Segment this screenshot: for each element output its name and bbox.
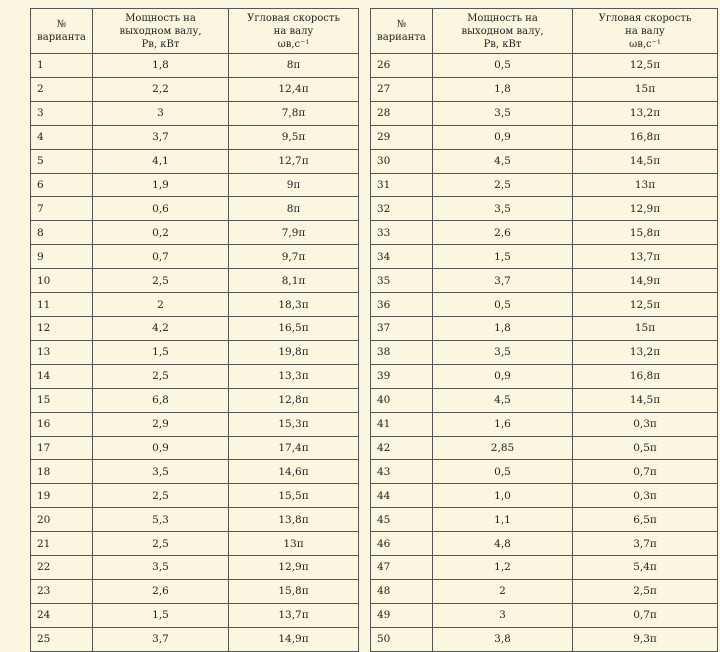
angular-speed-cell: 13,7π [229, 603, 359, 627]
variant-number-cell: 23 [31, 579, 93, 603]
power-cell: 1,1 [433, 508, 573, 532]
variant-number-cell: 47 [371, 556, 433, 580]
variant-number-cell: 40 [371, 388, 433, 412]
table-row [371, 627, 718, 651]
angular-speed-cell: 12,5π [573, 54, 718, 78]
power-cell: 5,3 [93, 508, 229, 532]
variants-table-right [370, 8, 718, 652]
header-row [371, 9, 718, 54]
power-cell: 3,5 [433, 197, 573, 221]
angular-speed-header: Угловая скорость на валу ωв,с⁻¹ [229, 9, 359, 54]
table-row [31, 603, 359, 627]
variant-number-cell: 19 [31, 484, 93, 508]
variant-number-cell: 6 [31, 173, 93, 197]
variant-number-cell: 32 [371, 197, 433, 221]
table-row [31, 54, 359, 78]
table-row [371, 245, 718, 269]
table-row [371, 556, 718, 580]
angular-speed-cell: 14,6π [229, 460, 359, 484]
angular-speed-cell: 12,9π [229, 556, 359, 580]
power-cell: 2 [93, 293, 229, 317]
angular-speed-cell: 12,8π [229, 388, 359, 412]
angular-speed-cell: 13,8π [229, 508, 359, 532]
variant-number-cell: 5 [31, 149, 93, 173]
angular-speed-cell: 18,3π [229, 293, 359, 317]
table-row [31, 77, 359, 101]
table-row [371, 508, 718, 532]
angular-speed-cell: 14,9π [573, 269, 718, 293]
variant-number-cell: 3 [31, 101, 93, 125]
power-cell: 3,5 [93, 460, 229, 484]
angular-speed-header: Угловая скорость на валу ωв,с⁻¹ [573, 9, 718, 54]
table-row [371, 221, 718, 245]
angular-speed-cell: 8,1π [229, 269, 359, 293]
variant-number-cell: 11 [31, 293, 93, 317]
power-cell: 0,9 [433, 364, 573, 388]
power-cell: 3,7 [93, 125, 229, 149]
variant-number-cell: 4 [31, 125, 93, 149]
angular-speed-cell: 8π [229, 197, 359, 221]
variant-number-cell: 38 [371, 340, 433, 364]
angular-speed-cell: 0,3π [573, 484, 718, 508]
variant-number-cell: 12 [31, 316, 93, 340]
power-cell: 2,2 [93, 77, 229, 101]
variant-number-header: № варианта [371, 9, 433, 54]
variant-number-cell: 15 [31, 388, 93, 412]
power-cell: 0,5 [433, 460, 573, 484]
table-row [31, 245, 359, 269]
power-cell: 0,6 [93, 197, 229, 221]
power-cell: 3,5 [433, 101, 573, 125]
power-cell: 2,6 [433, 221, 573, 245]
variant-number-cell: 50 [371, 627, 433, 651]
variant-number-cell: 17 [31, 436, 93, 460]
power-cell: 1,5 [93, 340, 229, 364]
variant-number-cell: 1 [31, 54, 93, 78]
power-cell: 2,5 [433, 173, 573, 197]
angular-speed-cell: 5,4π [573, 556, 718, 580]
power-cell: 4,5 [433, 388, 573, 412]
variant-number-cell: 22 [31, 556, 93, 580]
table-row [31, 484, 359, 508]
angular-speed-cell: 13,2π [573, 340, 718, 364]
table-row [31, 197, 359, 221]
angular-speed-cell: 14,5π [573, 388, 718, 412]
variant-number-cell: 9 [31, 245, 93, 269]
power-cell: 2 [433, 579, 573, 603]
angular-speed-cell: 15π [573, 77, 718, 101]
variant-number-cell: 45 [371, 508, 433, 532]
power-cell: 3 [433, 603, 573, 627]
power-cell: 2,85 [433, 436, 573, 460]
table-row [31, 388, 359, 412]
table-row [31, 412, 359, 436]
table-row [31, 508, 359, 532]
power-cell: 3,5 [433, 340, 573, 364]
power-cell: 2,5 [93, 484, 229, 508]
table-row [371, 579, 718, 603]
table-row [371, 364, 718, 388]
table-row [371, 388, 718, 412]
power-cell: 1,0 [433, 484, 573, 508]
power-cell: 2,9 [93, 412, 229, 436]
variant-number-cell: 41 [371, 412, 433, 436]
table-row [31, 293, 359, 317]
angular-speed-cell: 6,5π [573, 508, 718, 532]
power-cell: 3,5 [93, 556, 229, 580]
angular-speed-cell: 0,7π [573, 603, 718, 627]
angular-speed-cell: 12,9π [573, 197, 718, 221]
power-cell: 1,6 [433, 412, 573, 436]
angular-speed-cell: 12,5π [573, 293, 718, 317]
angular-speed-cell: 7,8π [229, 101, 359, 125]
variant-number-cell: 10 [31, 269, 93, 293]
angular-speed-cell: 14,5π [573, 149, 718, 173]
table-row [371, 54, 718, 78]
angular-speed-cell: 12,4π [229, 77, 359, 101]
table-row [371, 149, 718, 173]
angular-speed-cell: 7,9π [229, 221, 359, 245]
angular-speed-cell: 16,8π [573, 125, 718, 149]
variant-number-cell: 29 [371, 125, 433, 149]
angular-speed-cell: 13π [573, 173, 718, 197]
variant-number-cell: 31 [371, 173, 433, 197]
angular-speed-cell: 16,8π [573, 364, 718, 388]
variant-number-cell: 43 [371, 460, 433, 484]
power-cell: 4,8 [433, 532, 573, 556]
angular-speed-cell: 9,7π [229, 245, 359, 269]
table-row [371, 293, 718, 317]
variant-number-cell: 48 [371, 579, 433, 603]
variant-number-cell: 36 [371, 293, 433, 317]
table-row [31, 221, 359, 245]
variant-number-cell: 46 [371, 532, 433, 556]
table-row [371, 269, 718, 293]
variant-number-cell: 16 [31, 412, 93, 436]
table-row [31, 532, 359, 556]
power-cell: 3,8 [433, 627, 573, 651]
angular-speed-cell: 16,5π [229, 316, 359, 340]
power-cell: 2,6 [93, 579, 229, 603]
table-row [371, 197, 718, 221]
power-cell: 2,5 [93, 364, 229, 388]
angular-speed-cell: 15,8π [229, 579, 359, 603]
variant-number-cell: 33 [371, 221, 433, 245]
power-cell: 4,5 [433, 149, 573, 173]
variant-number-cell: 30 [371, 149, 433, 173]
variant-number-cell: 26 [371, 54, 433, 78]
angular-speed-cell: 15,8π [573, 221, 718, 245]
power-cell: 2,5 [93, 269, 229, 293]
variant-number-cell: 7 [31, 197, 93, 221]
power-cell: 6,8 [93, 388, 229, 412]
angular-speed-cell: 0,7π [573, 460, 718, 484]
power-cell: 0,9 [93, 436, 229, 460]
variant-number-cell: 28 [371, 101, 433, 125]
variants-table-left [30, 8, 359, 652]
header-row [31, 9, 359, 54]
power-cell: 0,5 [433, 293, 573, 317]
power-cell: 3 [93, 101, 229, 125]
angular-speed-cell: 3,7π [573, 532, 718, 556]
angular-speed-cell: 8π [229, 54, 359, 78]
table-row [371, 173, 718, 197]
variant-number-cell: 34 [371, 245, 433, 269]
table-row [31, 173, 359, 197]
variant-number-cell: 20 [31, 508, 93, 532]
power-cell: 1,5 [93, 603, 229, 627]
table-row [31, 627, 359, 651]
table-row [371, 77, 718, 101]
table-row [31, 125, 359, 149]
power-cell: 1,9 [93, 173, 229, 197]
variant-number-cell: 37 [371, 316, 433, 340]
power-cell: 1,8 [433, 316, 573, 340]
power-cell: 3,7 [433, 269, 573, 293]
angular-speed-cell: 19,8π [229, 340, 359, 364]
variant-number-cell: 42 [371, 436, 433, 460]
angular-speed-cell: 15,5π [229, 484, 359, 508]
power-cell: 1,2 [433, 556, 573, 580]
power-cell: 1,8 [93, 54, 229, 78]
table-row [371, 436, 718, 460]
table-row [371, 340, 718, 364]
angular-speed-cell: 15,3π [229, 412, 359, 436]
power-cell: 2,5 [93, 532, 229, 556]
angular-speed-cell: 9,5π [229, 125, 359, 149]
power-cell: 0,9 [433, 125, 573, 149]
angular-speed-cell: 12,7π [229, 149, 359, 173]
variant-number-cell: 39 [371, 364, 433, 388]
table-row [31, 149, 359, 173]
table-row [371, 484, 718, 508]
angular-speed-cell: 9,3π [573, 627, 718, 651]
table-row [31, 101, 359, 125]
table-row [31, 436, 359, 460]
variant-number-cell: 27 [371, 77, 433, 101]
table-row [371, 412, 718, 436]
table-row [31, 340, 359, 364]
variant-number-cell: 2 [31, 77, 93, 101]
variant-number-cell: 18 [31, 460, 93, 484]
table-row [31, 579, 359, 603]
variant-number-cell: 44 [371, 484, 433, 508]
table-row [371, 125, 718, 149]
power-header: Мощность на выходном валу, Pв, кВт [433, 9, 573, 54]
power-cell: 0,2 [93, 221, 229, 245]
variant-number-cell: 21 [31, 532, 93, 556]
power-header: Мощность на выходном валу, Pв, кВт [93, 9, 229, 54]
angular-speed-cell: 13π [229, 532, 359, 556]
power-cell: 3,7 [93, 627, 229, 651]
power-cell: 0,5 [433, 54, 573, 78]
variant-number-cell: 49 [371, 603, 433, 627]
variant-number-cell: 14 [31, 364, 93, 388]
table-row [31, 364, 359, 388]
table-row [371, 460, 718, 484]
power-cell: 1,8 [433, 77, 573, 101]
power-cell: 0,7 [93, 245, 229, 269]
power-cell: 4,1 [93, 149, 229, 173]
table-row [31, 556, 359, 580]
variant-number-header: № варианта [31, 9, 93, 54]
angular-speed-cell: 14,9π [229, 627, 359, 651]
table-row [371, 101, 718, 125]
table-row [31, 460, 359, 484]
angular-speed-cell: 13,3π [229, 364, 359, 388]
variant-number-cell: 25 [31, 627, 93, 651]
table-row [371, 603, 718, 627]
table-row [371, 316, 718, 340]
variant-number-cell: 35 [371, 269, 433, 293]
table-row [31, 269, 359, 293]
angular-speed-cell: 0,3π [573, 412, 718, 436]
angular-speed-cell: 13,2π [573, 101, 718, 125]
angular-speed-cell: 0,5π [573, 436, 718, 460]
power-cell: 4,2 [93, 316, 229, 340]
table-row [31, 316, 359, 340]
angular-speed-cell: 15π [573, 316, 718, 340]
angular-speed-cell: 2,5π [573, 579, 718, 603]
variant-number-cell: 24 [31, 603, 93, 627]
variant-number-cell: 13 [31, 340, 93, 364]
angular-speed-cell: 9π [229, 173, 359, 197]
table-row [371, 532, 718, 556]
power-cell: 1,5 [433, 245, 573, 269]
variant-number-cell: 8 [31, 221, 93, 245]
angular-speed-cell: 17,4π [229, 436, 359, 460]
angular-speed-cell: 13,7π [573, 245, 718, 269]
